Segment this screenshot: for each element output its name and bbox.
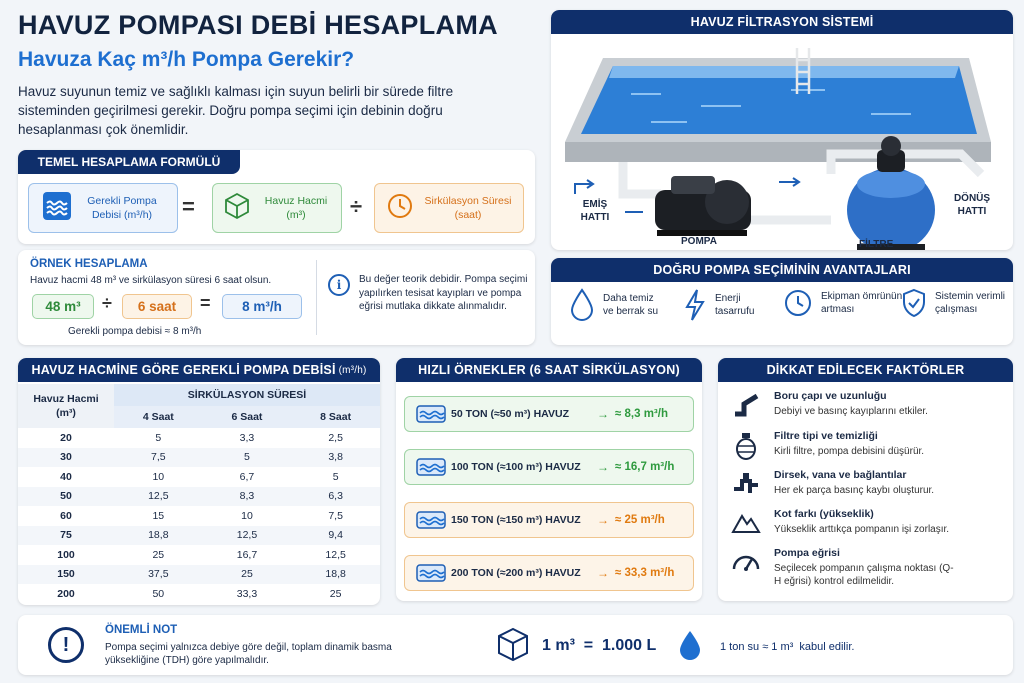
table-row [18,487,380,507]
advantage-label: Enerji tasarrufu [715,293,755,317]
page-subtitle: Havuza Kaç m³/h Pompa Gerekir? [18,48,355,71]
arrow-icon: → [597,407,609,421]
advantage-label: Daha temiz ve berrak su [603,293,659,317]
pool-icon [411,561,451,585]
warning-icon: ! [48,627,84,663]
table-row [18,467,380,487]
cell-volume: 100 [57,548,75,561]
cell-flow: 3,3 [239,431,255,444]
table-row [18,448,380,468]
cell-flow: 5 [332,470,339,483]
cell-flow: 8,3 [239,490,255,503]
formula-card [18,150,535,244]
quick-example-row [404,396,694,432]
return-line-label: DÖNÜŞ HATTI [953,193,991,217]
cell-flow: 2,5 [328,431,343,444]
pool-icon [411,508,451,532]
factor-desc: Her ek parça basınç kaybı oluşturur. [774,485,935,496]
advantage-item [683,288,765,322]
cell-flow: 12,5 [325,548,346,561]
quick-example-value: ≈ 16,7 m³/h [615,461,675,473]
cell-flow: 10 [241,509,253,522]
factor-item [728,430,1003,468]
arrow-icon: → [597,566,609,580]
water-drop-icon [678,629,702,661]
advantages-card [551,258,1013,345]
quick-example-row [404,502,694,538]
cell-volume: 150 [57,568,75,581]
example-desc: Havuz hacmi 48 m³ ve sirkülasyon süresi 6 saat olsun. [30,275,272,286]
important-note-card [18,615,1013,675]
col-6h: 6 Saat [203,406,292,428]
suction-line-label: EMİŞ HATTI [580,199,610,223]
factor-title: Dirsek, vana ve bağlantılar [774,469,907,481]
quick-example-label: 100 TON (≈100 m³) HAVUZ [451,461,581,473]
example-card [18,250,535,345]
cell-volume: 50 [60,490,72,503]
cell-flow: 37,5 [148,568,169,581]
factor-desc: Kirli filtre, pompa debisini düşürür. [774,446,925,457]
cell-volume: 20 [60,431,72,444]
cell-flow: 5 [244,451,250,464]
shield-check-icon [901,288,927,318]
factor-title: Filtre tipi ve temizliği [774,430,878,442]
quick-example-value: ≈ 33,3 m³/h [615,567,675,579]
formula-time-label: Sirkülasyon Süresi (saat) [424,195,512,221]
table-row [18,428,380,448]
filtration-header: HAVUZ FİLTRASYON SİSTEMİ [551,10,1013,34]
example-result: 8 m³/h [222,294,302,319]
advantage-item [783,288,905,318]
advantage-item [901,288,1013,318]
pool-icon [411,402,451,426]
example-divide: ÷ [102,293,112,313]
note-text: Pompa seçimi yalnızca debiye göre değil, toplam dinamik basma yüksekliğine (TDH) göre yapılmalıdır. [105,642,392,666]
water-drop-icon [569,288,595,322]
col-8h: 8 Saat [291,406,380,428]
cell-flow: 18,8 [148,529,169,542]
formula-volume-box [212,183,342,233]
pool-icon [411,455,451,479]
cell-flow: 15 [152,509,165,522]
factor-title: Pompa eğrisi [774,547,840,559]
pump-table-header [18,358,380,382]
factor-item [728,469,1003,507]
volume-conversion: 1 m³ = 1.000 L [542,637,657,654]
factor-desc: Debiyi ve basınç kayıplarını etkiler. [774,406,928,417]
table-row [18,545,380,565]
example-note: Bu değer teorik debidir. Pompa seçimi yapılırken tesisat kayıpları ve pompa eğrisi mutlaka dikkate alınmalıdır. [359,274,528,312]
cell-flow: 16,7 [236,548,258,561]
cell-flow: 10 [152,470,165,483]
quick-example-value: ≈ 8,3 m³/h [615,408,668,420]
quick-example-row [404,555,694,591]
col-volume: Havuz Hacmi (m³) [18,384,114,428]
factors-header: DİKKAT EDİLECEK FAKTÖRLER [718,358,1013,382]
cell-flow: 50 [152,587,165,600]
cell-flow: 12,5 [236,529,258,542]
formula-header: TEMEL HESAPLAMA FORMÜLÜ [18,150,240,174]
cell-flow: 33,3 [236,587,258,600]
cell-flow: 5 [155,431,162,444]
formula-flow-box [28,183,178,233]
filter-icon [734,432,758,460]
cell-volume: 75 [60,529,72,542]
table-row [18,526,380,546]
filtration-illustration [551,34,1013,250]
example-equals: = [200,293,211,313]
example-divider [316,260,317,335]
page-title: HAVUZ POMPASI DEBİ HESAPLAMA [18,10,498,40]
filter-label: FİLTRE [859,239,894,250]
cell-flow: 25 [241,568,253,581]
example-volume: 48 m³ [32,294,94,319]
quick-example-value: ≈ 25 m³/h [615,514,665,526]
cell-flow: 12,5 [148,490,169,503]
col-group-circulation: SİRKÜLASYON SÜRESİ [114,384,380,406]
factor-title: Kot farkı (yükseklik) [774,508,874,520]
mountain-icon [731,510,761,534]
factor-item [728,508,1003,546]
pump-table-title: HAVUZ HACMİNE GÖRE GEREKLİ POMPA DEBİSİ [31,363,336,377]
cell-flow: 6,3 [328,490,343,503]
clock-icon [783,288,813,318]
example-time: 6 saat [122,294,192,319]
table-row [18,506,380,526]
factor-title: Boru çapı ve uzunluğu [774,390,887,402]
quick-example-row [404,449,694,485]
example-result-text: Gerekli pompa debisi ≈ 8 m³/h [68,326,202,337]
cell-flow: 9,4 [328,529,343,542]
factor-item [728,547,1003,585]
valve-icon [732,471,760,497]
cell-volume: 200 [57,587,75,600]
table-row [18,584,380,604]
clock-icon [385,191,415,225]
cell-flow: 25 [152,548,165,561]
factor-desc: Seçilecek pompanın çalışma noktası (Q-H eğrisi) kontrol edilmelidir. [774,563,954,587]
cube-icon [222,191,252,225]
col-4h: 4 Saat [114,406,203,428]
divide-sign: ÷ [350,194,363,219]
cell-volume: 40 [60,470,72,483]
water-icon [42,191,72,225]
cell-flow: 25 [329,587,342,600]
note-title: ÖNEMLİ NOT [105,624,178,636]
quick-examples-card [396,358,702,601]
equals-sign: = [182,194,195,219]
pump-table [18,384,380,604]
cell-flow: 7,5 [328,509,343,522]
table-row [18,565,380,585]
advantage-label: Sistemin verimli çalışması [935,291,1006,315]
advantages-header: DOĞRU POMPA SEÇİMİNİN AVANTAJLARI [551,258,1013,282]
lightning-icon [683,288,707,322]
pump-table-unit: (m³/h) [338,364,367,376]
quick-example-label: 150 TON (≈150 m³) HAVUZ [451,514,581,526]
example-header: ÖRNEK HESAPLAMA [30,258,148,270]
formula-flow-label: Gerekli Pompa Debisi (m³/h) [87,195,157,221]
intro-text: Havuz suyunun temiz ve sağlıklı kalması için suyun belirli bir sürede filtre sisteminden geçirilmesi gerekir. Doğru pompa seçimi için debinin doğru hesaplanması çok önemlidir. [18,84,454,137]
arrow-icon: → [597,513,609,527]
filtration-system-card [551,10,1013,250]
factors-card [718,358,1013,601]
cell-volume: 30 [60,451,72,464]
quick-example-label: 50 TON (≈50 m³) HAVUZ [451,408,569,420]
info-icon: i [328,274,350,296]
pump-label: POMPA [681,236,717,247]
cell-flow: 7,5 [151,451,166,464]
cell-flow: 3,8 [328,451,343,464]
pump-table-card [18,358,380,605]
cell-flow: 6,7 [239,470,255,483]
advantage-item [569,288,665,322]
cube-icon [496,627,530,663]
arrow-icon: → [597,460,609,474]
formula-time-box [374,183,524,233]
ton-conversion: 1 ton su ≈ 1 m³ kabul edilir. [720,641,855,653]
cell-volume: 60 [60,509,72,522]
cell-flow: 18,8 [325,568,346,581]
quick-examples-header: HIZLI ÖRNEKLER (6 SAAT SİRKÜLASYON) [396,358,702,382]
gauge-icon [731,549,761,573]
pipe-icon [732,392,760,418]
formula-volume-label: Havuz Hacmi (m³) [264,195,328,221]
factor-desc: Yükseklik arttıkça pompanın işi zorlaşır. [774,524,950,535]
factor-item [728,390,1003,428]
advantage-label: Ekipman ömrünün artması [821,291,903,315]
quick-example-label: 200 TON (≈200 m³) HAVUZ [451,567,581,579]
